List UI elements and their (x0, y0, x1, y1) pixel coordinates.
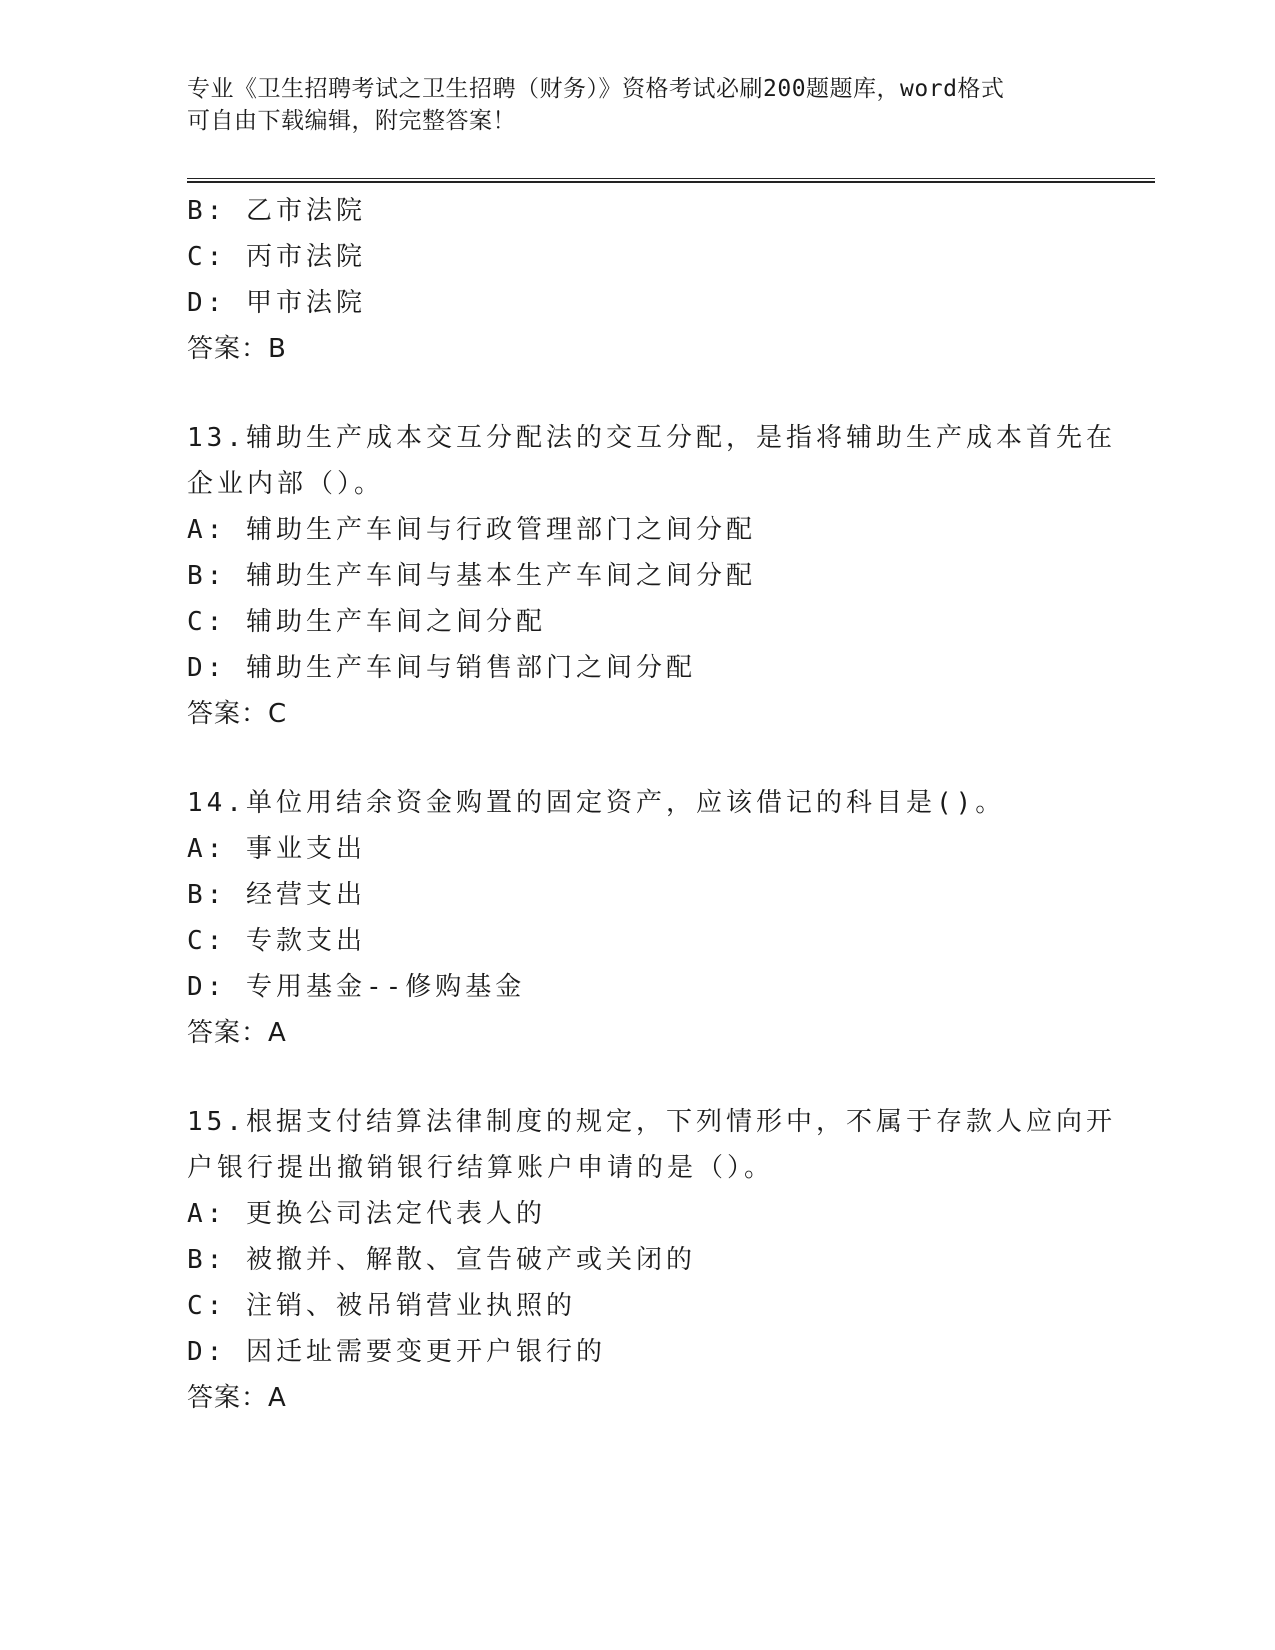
question-stem-line-1: 14.单位用结余资金购置的固定资产，应该借记的科目是()。 (187, 788, 1006, 818)
header-divider-thin (187, 178, 1155, 179)
option-c: C: 丙市法院 (187, 242, 366, 272)
header-divider-thick (187, 181, 1155, 183)
question-14 (187, 780, 1087, 1056)
answer-line: 答案：A (187, 1383, 287, 1413)
option-a: A: 事业支出 (187, 834, 366, 864)
question-12-continued (187, 188, 1087, 372)
question-stem-line-2: 户银行提出撤销银行结算账户申请的是（）。 (187, 1153, 775, 1183)
question-15 (187, 1099, 1116, 1421)
question-stem-line-1: 15.根据支付结算法律制度的规定，下列情形中，不属于存款人应向开 (187, 1107, 1116, 1137)
option-b: B: 乙市法院 (187, 196, 366, 226)
option-d: D: 甲市法院 (187, 288, 366, 318)
option-b: B: 被撤并、解散、宣告破产或关闭的 (187, 1245, 696, 1275)
header-title-line-1: 专业《卫生招聘考试之卫生招聘（财务）》资格考试必刷200题题库，word格式 (187, 76, 1005, 102)
spacer (187, 1056, 1087, 1099)
option-c: C: 注销、被吊销营业执照的 (187, 1291, 576, 1321)
option-d: D: 辅助生产车间与销售部门之间分配 (187, 653, 696, 683)
header-title-line-2: 可自由下载编辑，附完整答案！ (187, 108, 516, 134)
answer-line: 答案：A (187, 1018, 287, 1048)
question-content (187, 188, 1116, 1421)
option-a: A: 更换公司法定代表人的 (187, 1199, 546, 1229)
spacer (187, 737, 1087, 780)
option-b: B: 辅助生产车间与基本生产车间之间分配 (187, 561, 756, 591)
option-c: C: 专款支出 (187, 926, 366, 956)
option-d: D: 专用基金--修购基金 (187, 972, 526, 1002)
question-13 (187, 415, 1116, 737)
answer-line: 答案：C (187, 699, 288, 729)
option-a: A: 辅助生产车间与行政管理部门之间分配 (187, 515, 756, 545)
spacer (187, 372, 1087, 415)
page-header (187, 73, 1087, 137)
option-c: C: 辅助生产车间之间分配 (187, 607, 546, 637)
answer-line: 答案：B (187, 334, 287, 364)
question-stem-line-1: 13.辅助生产成本交互分配法的交互分配，是指将辅助生产成本首先在 (187, 423, 1116, 453)
option-d: D: 因迁址需要变更开户银行的 (187, 1337, 606, 1367)
option-b: B: 经营支出 (187, 880, 366, 910)
question-stem-line-2: 企业内部（）。 (187, 469, 385, 499)
